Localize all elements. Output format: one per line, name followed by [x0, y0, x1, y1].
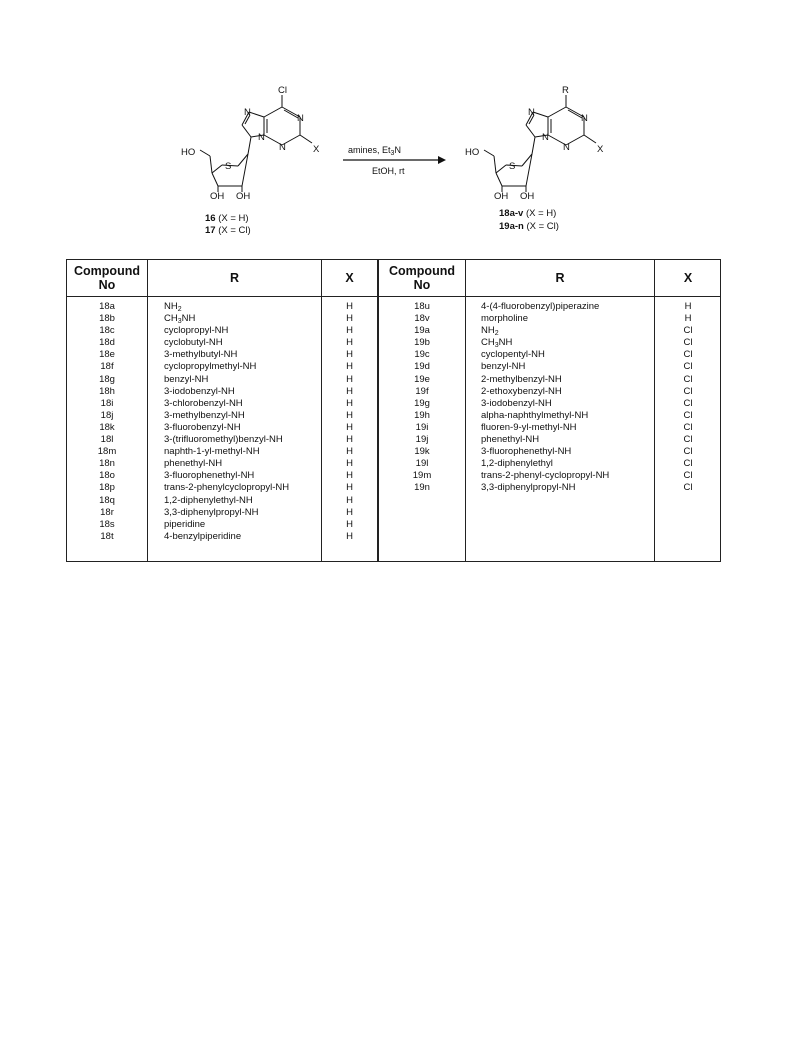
- arrow-head: [438, 156, 446, 164]
- right-table-cell-x: Cl: [683, 446, 693, 458]
- right-table-cell-x: Cl: [683, 361, 693, 373]
- left-table-cell-r: 3-iodobenzyl-NH: [164, 385, 235, 397]
- right-table-cell-x: Cl: [683, 325, 693, 337]
- left-table-cell-r: 3-methylbenzyl-NH: [164, 409, 245, 421]
- product-ho-label: HO: [465, 147, 480, 158]
- product-label-18: 18a-v (X = H): [499, 208, 557, 219]
- atom-s: S: [225, 161, 232, 172]
- left-table-cell-r: $CH_3NH$: [164, 313, 196, 326]
- left-table-cell-no: 18k: [99, 421, 115, 433]
- left-table-cell-r: 3-fluorophenethyl-NH: [164, 470, 255, 482]
- right-compound-column: [379, 301, 465, 495]
- left-compound-column: [67, 301, 147, 543]
- right-table-cell-r: cyclopentyl-NH: [481, 349, 545, 361]
- table-divider: [465, 260, 466, 561]
- left-table-cell-r: $NH_2$: [164, 301, 182, 313]
- left-table-cell-r: 3,3-diphenylpropyl-NH: [164, 506, 259, 518]
- product-label-19: 19a-n (X = Cl): [499, 221, 559, 232]
- left-table-cell-no: 18l: [100, 434, 114, 446]
- left-table-cell-x: H: [346, 530, 353, 542]
- atom-n: N: [258, 132, 265, 143]
- product-oh-label: OH: [520, 191, 535, 202]
- left-table-cell-no: 18s: [99, 518, 115, 530]
- right-table-cell-no: 19d: [414, 361, 430, 373]
- right-table-cell-no: 19l: [415, 458, 429, 470]
- atom-n: N: [542, 132, 549, 143]
- right-table-cell-r: 2-methylbenzyl-NH: [481, 373, 562, 385]
- left-table-cell-r: cyclopropyl-NH: [164, 325, 229, 337]
- right-table-cell-x: Cl: [683, 349, 693, 361]
- right-table-cell-no: 19c: [414, 349, 430, 361]
- right-table-cell-no: 19i: [415, 421, 429, 433]
- left-table-cell-no: 18m: [97, 446, 117, 458]
- left-table-cell-no: 18q: [99, 494, 115, 506]
- header-r-left: R: [229, 271, 240, 285]
- right-table-cell-r: 2-ethoxybenzyl-NH: [481, 385, 562, 397]
- left-table-cell-r: 4-benzylpiperidine: [164, 530, 242, 542]
- right-table-cell-no: 19k: [414, 446, 430, 458]
- left-table-cell-r: 3-(trifluoromethyl)benzyl-NH: [164, 434, 283, 446]
- right-table-cell-no: 19f: [415, 385, 429, 397]
- left-table-cell-r: phenethyl-NH: [164, 458, 223, 470]
- left-table-cell-x: H: [346, 337, 353, 349]
- reactant-label-17: 17 (X = Cl): [205, 225, 251, 236]
- right-table-cell-r: alpha-naphthylmethyl-NH: [481, 409, 589, 421]
- atom-n: N: [279, 142, 286, 153]
- left-table-cell-no: 18e: [99, 349, 115, 361]
- left-table-cell-x: H: [346, 385, 353, 397]
- atom-n: N: [581, 113, 588, 124]
- left-table-cell-x: H: [346, 397, 353, 409]
- right-table-cell-r: $NH_2$: [481, 325, 499, 338]
- right-table-cell-no: 19e: [414, 373, 430, 385]
- right-table-cell-r: $CH_3NH$: [481, 337, 513, 350]
- atom-n: N: [297, 113, 304, 124]
- right-table-cell-r: phenethyl-NH: [481, 434, 540, 446]
- right-table-cell-x: Cl: [683, 421, 693, 433]
- left-table-cell-x: H: [346, 313, 353, 325]
- left-table-cell-x: H: [346, 458, 353, 470]
- right-table-cell-x: Cl: [683, 482, 693, 494]
- left-table-cell-no: 18i: [100, 397, 114, 409]
- left-table-cell-x: H: [346, 373, 353, 385]
- left-table-cell-no: 18h: [99, 385, 115, 397]
- right-table-cell-r: 3-iodobenzyl-NH: [481, 397, 552, 409]
- left-table-cell-x: H: [346, 518, 353, 530]
- left-table-cell-no: 18f: [100, 361, 114, 373]
- left-table-cell-x: H: [346, 446, 353, 458]
- left-table-cell-x: H: [346, 482, 353, 494]
- right-table-cell-x: Cl: [683, 470, 693, 482]
- left-table-cell-r: naphth-1-yl-methyl-NH: [164, 446, 260, 458]
- left-table-cell-no: 18t: [100, 530, 114, 542]
- right-table-cell-no: 19h: [414, 409, 430, 421]
- left-table-cell-no: 18g: [99, 373, 115, 385]
- right-table-cell-no: 19n: [414, 482, 430, 494]
- product-x-label: X: [597, 144, 604, 155]
- reactant-oh-label: OH: [236, 191, 251, 202]
- compound-table: [66, 259, 721, 562]
- left-table-cell-r: benzyl-NH: [164, 373, 209, 385]
- left-table-cell-x: H: [346, 470, 353, 482]
- atom-n: N: [528, 107, 535, 118]
- right-table-cell-x: Cl: [683, 337, 693, 349]
- atom-s: S: [509, 161, 516, 172]
- header-compound-no-right: Compound No: [389, 264, 455, 292]
- left-table-cell-x: H: [346, 434, 353, 446]
- product-r-label: R: [562, 85, 569, 96]
- right-table-cell-r: morpholine: [481, 313, 528, 325]
- reactant-label-16: 16 (X = H): [205, 213, 249, 224]
- table-divider: [147, 260, 148, 561]
- header-rule: [67, 296, 720, 297]
- left-table-cell-r: cyclobutyl-NH: [164, 337, 223, 349]
- reaction-scheme: [0, 0, 793, 250]
- right-table-cell-x: Cl: [683, 409, 693, 421]
- conditions-top: amines, $Et_3N$: [348, 145, 401, 157]
- left-table-cell-r: trans-2-phenylcyclopropyl-NH: [164, 482, 290, 494]
- left-table-cell-no: 18c: [99, 325, 115, 337]
- left-table-cell-x: H: [346, 506, 353, 518]
- right-table-cell-no: 19a: [414, 325, 430, 337]
- conditions-bottom: EtOH, rt: [372, 166, 405, 176]
- header-x-left: X: [345, 271, 354, 285]
- left-table-cell-no: 18r: [100, 506, 114, 518]
- right-table-cell-x: Cl: [683, 458, 693, 470]
- left-table-cell-r: piperidine: [164, 518, 206, 530]
- right-table-cell-no: 19m: [412, 470, 432, 482]
- right-table-cell-x: Cl: [683, 373, 693, 385]
- right-table-cell-r: trans-2-phenyl-cyclopropyl-NH: [481, 470, 610, 482]
- right-table-cell-no: 19j: [415, 434, 429, 446]
- right-table-cell-x: Cl: [683, 397, 693, 409]
- left-x-column: [322, 301, 377, 543]
- left-table-cell-no: 18a: [99, 301, 115, 312]
- left-table-cell-x: H: [346, 409, 353, 421]
- right-x-column: [655, 301, 721, 495]
- product-oh-label: OH: [494, 191, 509, 202]
- left-table-cell-r: 3-fluorobenzyl-NH: [164, 421, 241, 433]
- left-table-cell-no: 18o: [99, 470, 115, 482]
- left-table-cell-no: 18j: [100, 409, 114, 421]
- right-table-cell-x: Cl: [683, 434, 693, 446]
- header-x-right: X: [683, 271, 693, 285]
- right-table-cell-x: H: [684, 301, 692, 312]
- left-r-column: [164, 301, 289, 543]
- left-table-cell-no: 18d: [99, 337, 115, 349]
- right-table-cell-r: fluoren-9-yl-methyl-NH: [481, 421, 577, 433]
- left-table-cell-x: H: [346, 349, 353, 361]
- left-table-cell-x: H: [346, 421, 353, 433]
- right-table-cell-no: 19g: [414, 397, 430, 409]
- left-table-cell-r: 3-chlorobenzyl-NH: [164, 397, 243, 409]
- left-table-cell-no: 18b: [99, 313, 115, 325]
- left-table-cell-r: 3-methylbutyl-NH: [164, 349, 238, 361]
- right-table-cell-r: 1,2-diphenylethyl: [481, 458, 553, 470]
- reactant-x-label: X: [313, 144, 320, 155]
- right-table-cell-no: 18v: [414, 313, 430, 325]
- right-table-cell-r: 3-fluorophenethyl-NH: [481, 446, 572, 458]
- left-table-cell-r: 1,2-diphenylethyl-NH: [164, 494, 253, 506]
- atom-n: N: [244, 107, 251, 118]
- reactant-cl-label: Cl: [278, 85, 287, 96]
- left-table-cell-x: H: [346, 494, 353, 506]
- right-table-cell-r: 4-(4-fluorobenzyl)piperazine: [481, 301, 600, 312]
- reactant-ho-label: HO: [181, 147, 196, 158]
- left-table-cell-r: cyclopropylmethyl-NH: [164, 361, 257, 373]
- left-table-cell-no: 18p: [99, 482, 115, 494]
- header-compound-no-left: Compound No: [74, 264, 140, 292]
- left-table-cell-x: H: [346, 301, 353, 312]
- right-table-cell-r: 3,3-diphenylpropyl-NH: [481, 482, 576, 494]
- left-table-cell-no: 18n: [99, 458, 115, 470]
- right-table-cell-no: 19b: [414, 337, 430, 349]
- right-table-cell-x: H: [684, 313, 692, 325]
- atom-n: N: [563, 142, 570, 153]
- left-table-cell-x: H: [346, 325, 353, 337]
- right-table-cell-no: 18u: [414, 301, 430, 312]
- right-table-cell-r: benzyl-NH: [481, 361, 526, 373]
- right-r-column: [481, 301, 609, 495]
- reactant-oh-label: OH: [210, 191, 225, 202]
- left-table-cell-x: H: [346, 361, 353, 373]
- right-table-cell-x: Cl: [683, 385, 693, 397]
- header-r-right: R: [555, 271, 565, 285]
